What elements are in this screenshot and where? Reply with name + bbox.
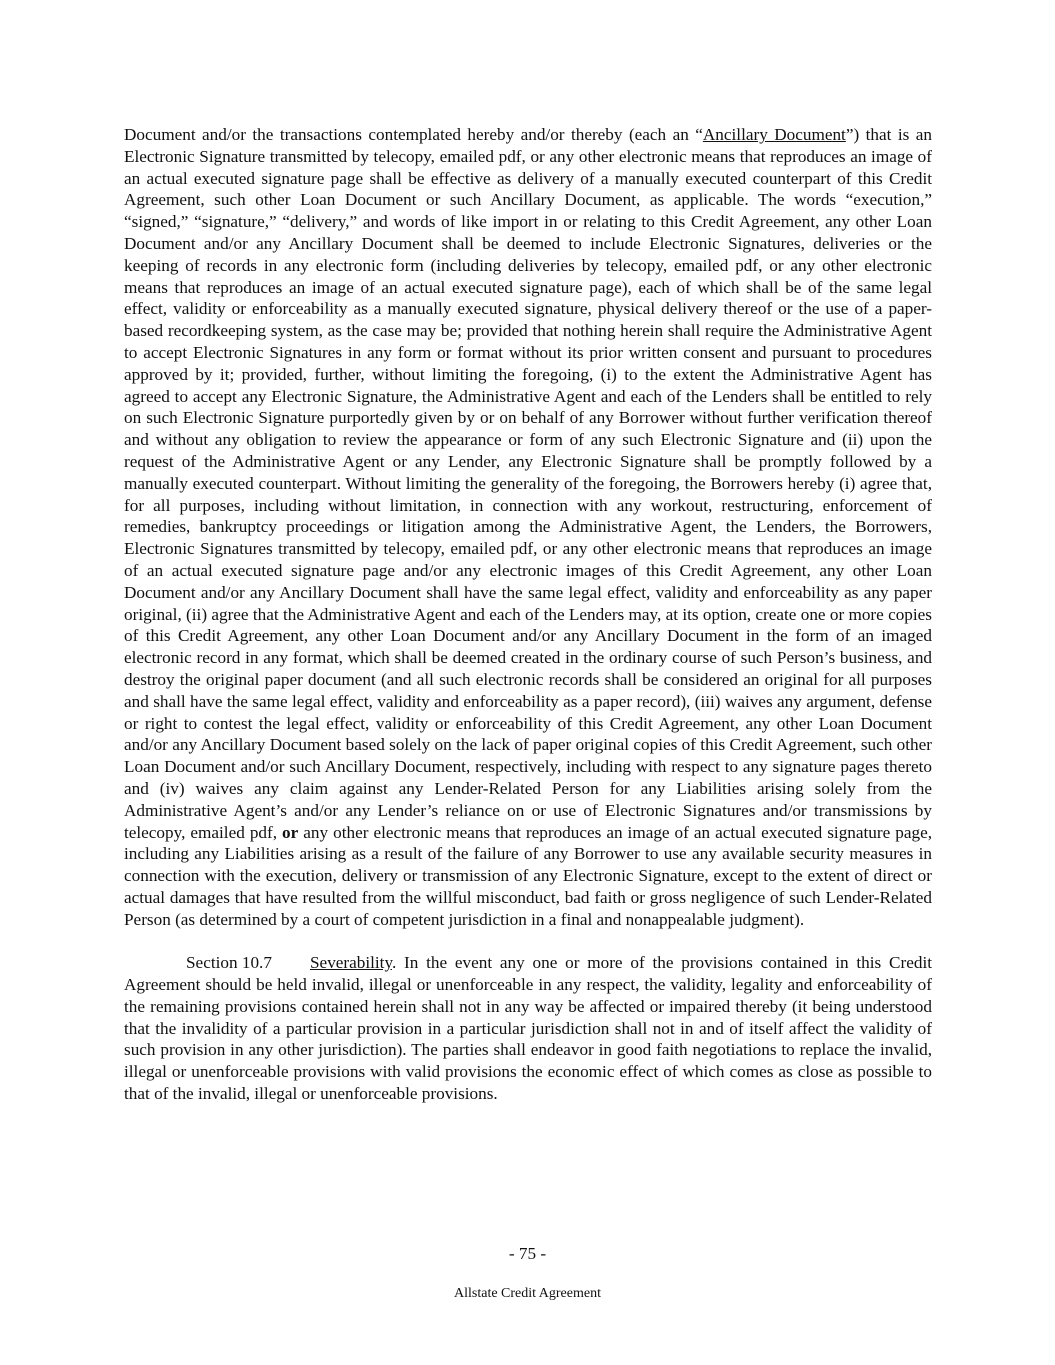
- paragraph-text: any other electronic means that reproduces an image of an actual executed signature page, including any Liabilities arising as a result of the failure of any Borrower to use any available security measures in connection with the execution, delivery or transmission of any Electronic Signature, except to the extent of direct or actual damages that have resulted from the willful misconduct, bad faith or gross negligence of such Lender-Related Person (as determined by a court of competent jurisdiction in a final and nonappealable judgment).: [124, 822, 932, 929]
- paragraph-text: Document and/or the transactions contemplated hereby and/or thereby (each an “: [124, 125, 703, 144]
- document-body: [124, 124, 932, 1105]
- bold-word: or: [282, 822, 299, 842]
- section-heading-punct: .: [391, 953, 397, 973]
- paragraph-electronic-signatures: [124, 124, 932, 930]
- section-10-7-severability: [124, 952, 932, 1105]
- section-heading: Severability: [310, 953, 392, 973]
- defined-term-ancillary-document: Ancillary Document: [702, 125, 846, 144]
- page-number: - 75 -: [508, 1244, 547, 1263]
- paragraph-text: ”) that is an Electronic Signature transmitted by telecopy, emailed pdf, or any other electronic means that reproduces an image of an actual executed signature page shall be effective as delivery of a manually executed counterpart of this Credit Agreement, such other Loan Document or such Ancillary Document, as applicable. The words “execution,” “signed,” “signature,” “delivery,” and words of like import in or relating to this Credit Agreement, any other Loan Document and/or any Ancillary Document shall be deemed to include Electronic Signatures, deliveries or the keeping of records in any electronic form (including deliveries by telecopy, emailed pdf, or any other electronic means that reproduces an image of an actual executed signature page), each of which shall be of the same legal effect, validity or enforceability as a manually executed signature, physical delivery thereof or the use of a paper-based recordkeeping system, as the case may be; provided that nothing herein shall require the Administrative Agent to accept Electronic Signatures in any form or format without its prior written consent and pursuant to procedures approved by it; provided, further, without limiting the foregoing, (i) to the extent the Administrative Agent has agreed to accept any Electronic Signature, the Administrative Agent and each of the Lenders shall be entitled to rely on such Electronic Signature purportedly given by or on behalf of any Borrower without further verification thereof and without any obligation to review the appearance or form of any such Electronic Signature and (ii) upon the request of the Administrative Agent or any Lender, any Electronic Signature shall be promptly followed by a manually executed counterpart. Without limiting the generality of the foregoing, the Borrowers hereby (i) agree that, for all purposes, including without limitation, in connection with any workout, restructuring, enforcement of remedies, bankruptcy proceedings or litigation among the Administrative Agent, the Lenders, the Borrowers, Electronic Signatures transmitted by telecopy, emailed pdf, or any other electronic means that reproduces an image of an actual executed signature page and/or any electronic images of this Credit Agreement, any other Loan Document and/or any Ancillary Document shall have the same legal effect, validity and enforceability as any paper original, (ii) agree that the Administrative Agent and each of the Lenders may, at its option, create one or more copies of this Credit Agreement, any other Loan Document and/or any Ancillary Document in the form of an imaged electronic record in any format, which shall be deemed created in the ordinary course of such Person’s business, and destroy the original paper document (and all such electronic records shall be considered an original for all purposes and shall have the same legal effect, validity and enforceability as a paper record), (iii) waives any argument, defense or right to contest the legal effect, validity or enforceability of this Credit Agreement, any other Loan Document and/or any Ancillary Document based solely on the lack of paper original copies of this Credit Agreement, such other Loan Document and/or such Ancillary Document, respectively, including with respect to any signature pages thereto and (iv) waives any claim against any Lender-Related Person for any Liabilities arising solely from the Administrative Agent’s and/or any Lender’s reliance on or use of Electronic Signatures and/or transmissions by telecopy, emailed pdf,: [124, 125, 932, 842]
- section-number: Section 10.7: [186, 953, 272, 973]
- document-footer: Allstate Credit Agreement: [454, 1286, 601, 1301]
- section-text: In the event any one or more of the provisions contained in this Credit Agreement should be held invalid, illegal or unenforceable in any respect, the validity, legality and enforceability of the remaining provisions contained herein shall not in any way be affected or impaired thereby (it being understood that the invalidity of a particular provision in a particular jurisdiction shall not in and of itself affect the validity of such provision in any other jurisdiction). The parties shall endeavor in good faith negotiations to replace the invalid, illegal or unenforceable provisions with valid provisions the economic effect of which comes as close as possible to that of the invalid, illegal or unenforceable provisions.: [124, 953, 932, 1104]
